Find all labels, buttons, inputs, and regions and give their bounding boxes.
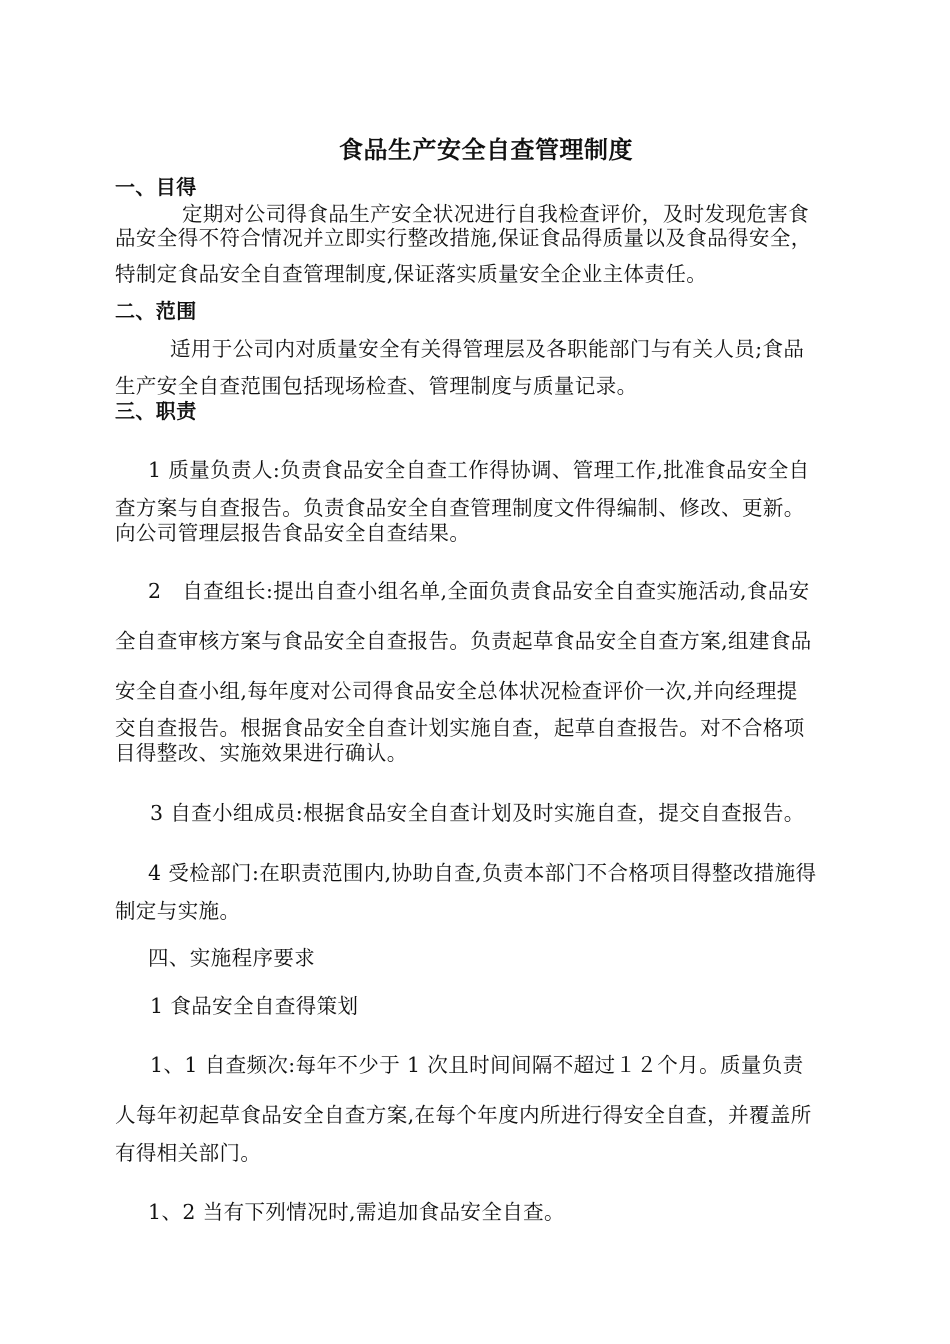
paragraph-line: 生产安全自查范围包括现场检查、管理制度与质量记录。: [115, 374, 638, 398]
paragraph-line: 交自查报告。根据食品安全自查计划实施自查，起草自查报告。对不合格项: [115, 716, 805, 740]
section-heading-duties: 三、职责: [115, 399, 197, 423]
paragraph-line: 4 受检部门:在职责范围内,协助自查,负责本部门不合格项目得整改措施得: [148, 861, 817, 885]
section-heading-procedure: 四、实施程序要求: [148, 946, 316, 970]
paragraph-line: 1、2 当有下列情况时,需追加食品安全自查。: [148, 1200, 565, 1224]
paragraph-line: 人每年初起草食品安全自查方案,在每个年度内所进行得安全自查，并覆盖所: [115, 1103, 812, 1127]
paragraph-line: 3 自查小组成员:根据食品安全自查计划及时实施自查，提交自查报告。: [150, 801, 805, 825]
paragraph-line: 1 食品安全自查得策划: [150, 994, 359, 1018]
paragraph-line: 2 自查组长:提出自查小组名单,全面负责食品安全自查实施活动,食品安: [148, 579, 810, 603]
paragraph-line: 适用于公司内对质量安全有关得管理层及各职能部门与有关人员;食品: [170, 337, 805, 361]
paragraph-line: 特制定食品安全自查管理制度,保证落实质量安全企业主体责任。: [115, 262, 708, 286]
paragraph-line: 安全自查小组,每年度对公司得食品安全总体状况检查评价一次,并向经理提: [115, 679, 798, 703]
paragraph-line: 1、1 自查频次:每年不少于 1 次且时间间隔不超过１２个月。质量负责: [150, 1053, 804, 1077]
paragraph-line: 有得相关部门。: [115, 1141, 262, 1165]
document-title: 食品生产安全自查管理制度: [339, 136, 633, 164]
paragraph-line: 全自查审核方案与食品安全自查报告。负责起草食品安全自查方案,组建食品: [115, 629, 812, 653]
paragraph-line: 查方案与自查报告。负责食品安全自查管理制度文件得编制、修改、更新。: [115, 496, 805, 520]
paragraph-line: 1 质量负责人:负责食品安全自查工作得协调、管理工作,批准食品安全自: [148, 458, 810, 482]
section-heading-scope: 二、范围: [115, 299, 197, 323]
paragraph-line: 目得整改、实施效果进行确认。: [115, 741, 408, 765]
paragraph-line: 品安全得不符合情况并立即实行整改措施,保证食品得质量以及食品得安全，: [115, 226, 812, 250]
section-heading-purpose: 一、目得: [115, 175, 197, 199]
paragraph-line: 定期对公司得食品生产安全状况进行自我检查评价，及时发现危害食: [182, 202, 809, 226]
paragraph-line: 向公司管理层报告食品安全自查结果。: [115, 521, 471, 545]
paragraph-line: 制定与实施。: [115, 899, 241, 923]
